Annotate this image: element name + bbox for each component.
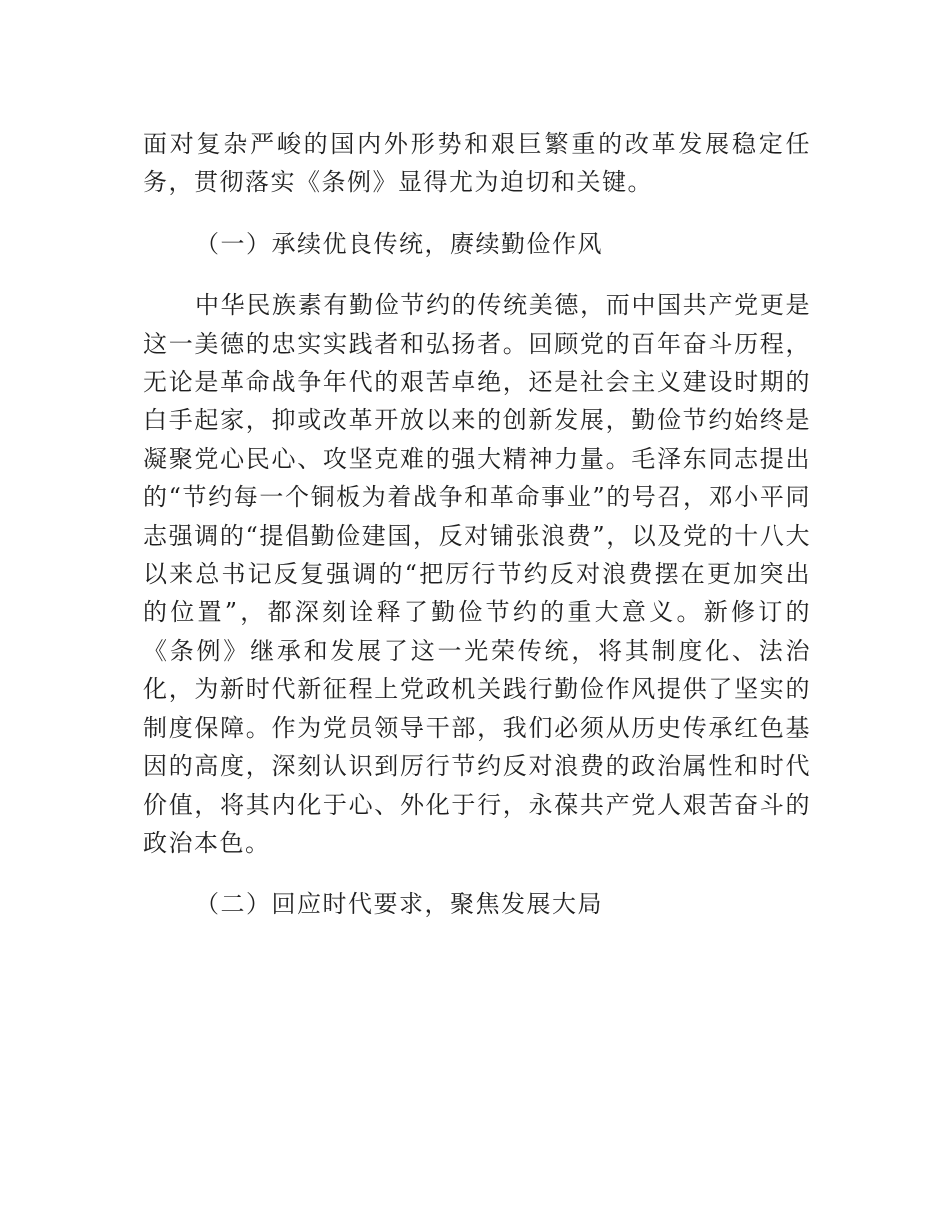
intro-paragraph: 面对复杂严峻的国内外形势和艰巨繁重的改革发展稳定任务，贯彻落实《条例》显得尤为迫切和关键。 [143,130,811,197]
section-heading-1: （一）承续优良传统，赓续勤俭作风 [195,229,603,258]
document-page [143,125,811,947]
section-heading-2: （二）回应时代要求，聚焦发展大局 [195,890,603,919]
section-paragraph-1: 中华民族素有勤俭节约的传统美德，而中国共产党更是这一美德的忠实实践者和弘扬者。回顾党的百年奋斗历程，无论是革命战争年代的艰苦卓绝，还是社会主义建设时期的白手起家，抑或改革开放以来的创新发展，勤俭节约始终是凝聚党心民心、攻坚克难的强大精神力量。毛泽东同志提出的“节约每一个铜板为着战争和革命事业”的号召，邓小平同志强调的“提倡勤俭建国，反对铺张浪费”，以及党的十八大以来总书记反复强调的“把厉行节约反对浪费摆在更加突出的位置”，都深刻诠释了勤俭节约的重大意义。新修订的《条例》继承和发展了这一光荣传统，将其制度化、法治化，为新时代新征程上党政机关践行勤俭作风提供了坚实的制度保障。作为党员领导干部，我们必须从历史传承红色基因的高度，深刻认识到厉行节约反对浪费的政治属性和时代价值，将其内化于心、外化于行，永葆共产党人艰苦奋斗的政治本色。 [143,291,811,857]
